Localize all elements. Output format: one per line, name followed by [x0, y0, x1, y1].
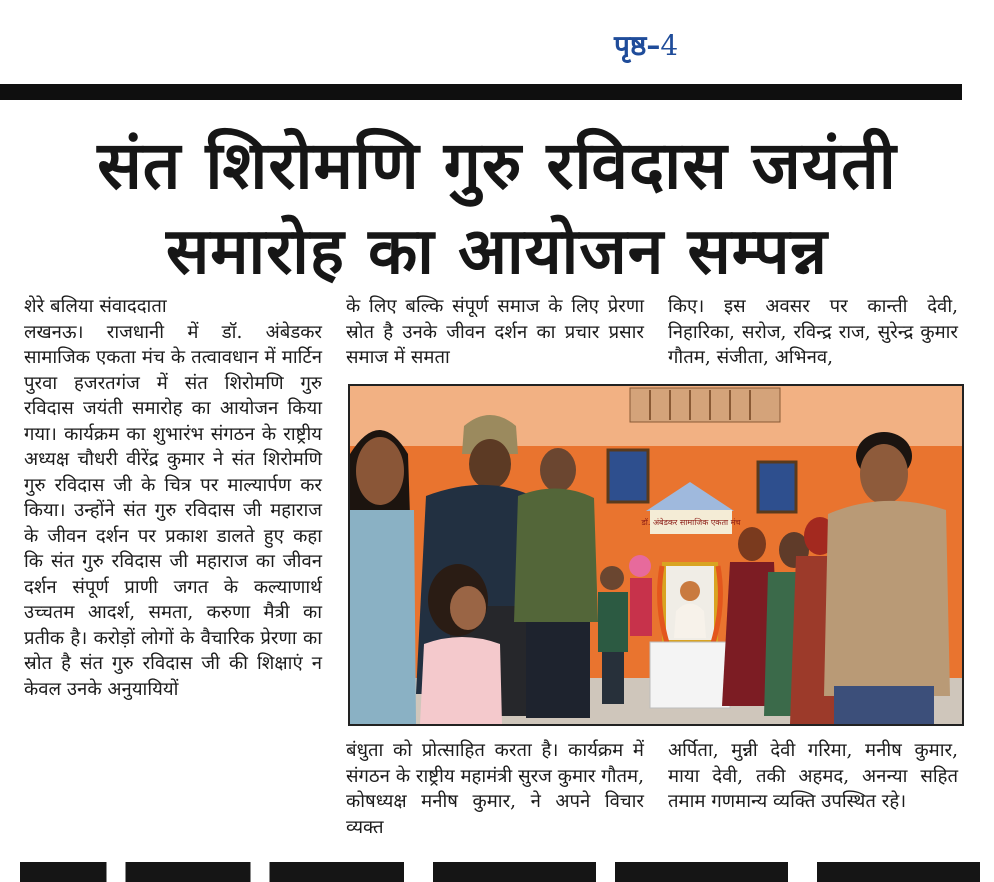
article-column-2-top: [346, 294, 644, 371]
byline: शेरे बलिया संवाददाता: [24, 296, 167, 317]
article-column-2-bottom: [346, 738, 644, 840]
article-text-col3-bottom: अर्पिता, मुन्नी देवी गरिमा, मनीष कुमार, माया देवी, तकी अहमद, अनन्या सहित तमाम गणमान्य व्यक्ति उपस्थित रहे।: [668, 740, 958, 812]
next-headline-cut-off: [20, 862, 980, 882]
headline-line-1: संत शिरोमणि गुरु रविदास जयंती: [97, 127, 897, 204]
header-rule: [0, 84, 962, 100]
article-column-3-top: [668, 294, 958, 371]
page-number-label: पृष्ठ: [614, 29, 647, 62]
article-text-col2-bottom: बंधुता को प्रोत्साहित करता है। कार्यक्रम में संगठन के राष्ट्रीय महामंत्री सुरज कुमार गौतम, कोषध्यक्ष मनीष कुमार, ने अपने विचार व्यक्त: [346, 740, 644, 838]
article-text-col3-top: किए। इस अवसर पर कान्ती देवी, निहारिका, सरोज, रविन्द्र राज, सुरेन्द्र कुमार गौतम, संजीता, अभिनव,: [668, 296, 958, 368]
event-photo: [348, 384, 964, 726]
headline-line-2: समारोह का आयोजन सम्पन्न: [165, 215, 829, 289]
article-text-col1: लखनऊ। राजधानी में डॉ. अंबेडकर सामाजिक एकता मंच के तत्वावधान में मार्टिन पुरवा हजरतगंज में संत शिरोमणि गुरु रविदास जयंती समारोह का आयोजन किया गया। कार्यक्रम का शुभारंभ संगठन के राष्ट्रीय अध्यक्ष चौधरी वीरेंद्र कुमार ने संत शिरोमणि गुरु रविदास जी के चित्र पर माल्यार्पण कर किया। उन्होंने संत गुरु रविदास जी महाराज के जीवन दर्शन पर प्रकाश डालते हुए कहा कि संत गुरु रविदास जी महाराज का जीवन दर्शन संपूर्ण प्राणी जगत के कल्याणार्थ उच्चतम आदर्श, समता, करुणा मैत्री का प्रतीक है। करोड़ों लोगों के वैचारिक प्रेरणा का स्रोत है संत गुरु रविदास जी की शिक्षाएं न केवल उनके अनुयायियों: [24, 321, 322, 700]
article-column-1: [24, 294, 322, 702]
article-column-3-bottom: [668, 738, 958, 815]
event-photo-image: [350, 386, 962, 724]
page-number-value: 4: [660, 29, 679, 62]
page-number-dash: –: [646, 29, 661, 62]
photo-banner-text: डॉ. अंबेडकर सामाजिक एकता मंच: [641, 518, 741, 527]
article-text-col2-top: के लिए बल्कि संपूर्ण समाज के लिए प्रेरणा स्रोत है उनके जीवन दर्शन का प्रचार प्रसार समाज में समता: [346, 296, 644, 368]
page-number: [614, 26, 678, 64]
